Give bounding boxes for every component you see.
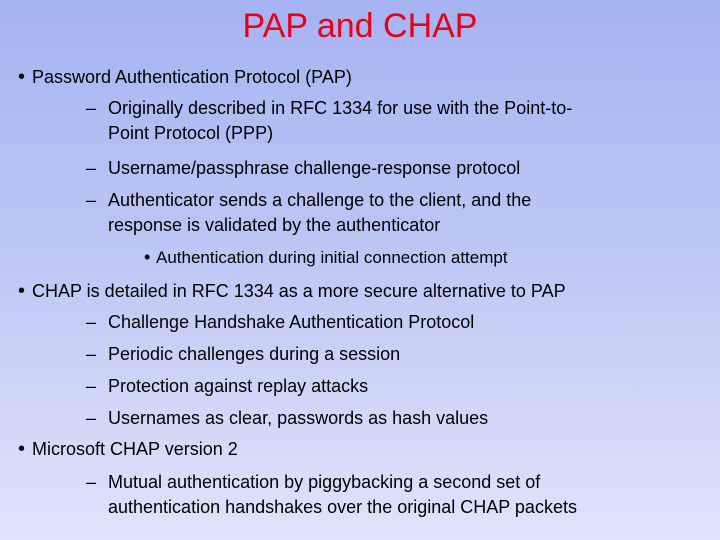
dash-icon: – [86, 344, 97, 364]
sub-mschap-mutual-line1: Mutual authentication by piggybacking a second set of [108, 472, 541, 492]
sub-pap-authenticator-line1: Authenticator sends a challenge to the client, and the [108, 190, 532, 210]
dash-icon: – [86, 312, 97, 332]
dash-icon: – [86, 98, 97, 118]
sub-chap-hash: Usernames as clear, passwords as hash values [108, 408, 489, 428]
subsub-pap-initial: Authentication during initial connection attempt [156, 248, 508, 267]
bullet-icon: • [18, 438, 26, 460]
sub-chap-replay: Protection against replay attacks [108, 376, 369, 396]
dash-icon: – [86, 158, 97, 178]
bullet-pap: Password Authentication Protocol (PAP) [32, 67, 352, 87]
dash-icon: – [86, 376, 97, 396]
sub-pap-username: Username/passphrase challenge-response protocol [108, 158, 521, 178]
dash-icon: – [86, 472, 97, 492]
sub-chap-periodic: Periodic challenges during a session [108, 344, 401, 364]
sub-chap-name: Challenge Handshake Authentication Protocol [108, 312, 475, 332]
bullet-icon: • [18, 66, 26, 88]
sub-pap-rfc-line1: Originally described in RFC 1334 for use with the Point-to- [108, 98, 573, 118]
dash-icon: – [86, 190, 97, 210]
sub-pap-rfc-line2: Point Protocol (PPP) [108, 123, 274, 143]
sub-mschap-mutual-line2: authentication handshakes over the original CHAP packets [108, 497, 577, 517]
bullet-mschap: Microsoft CHAP version 2 [32, 439, 238, 459]
slide-title: PAP and CHAP [242, 7, 478, 45]
bullet-icon: • [144, 247, 151, 267]
sub-pap-authenticator-line2: response is validated by the authenticator [108, 215, 441, 235]
bullet-chap: CHAP is detailed in RFC 1334 as a more secure alternative to PAP [32, 281, 566, 301]
dash-icon: – [86, 408, 97, 428]
bullet-icon: • [18, 280, 26, 302]
